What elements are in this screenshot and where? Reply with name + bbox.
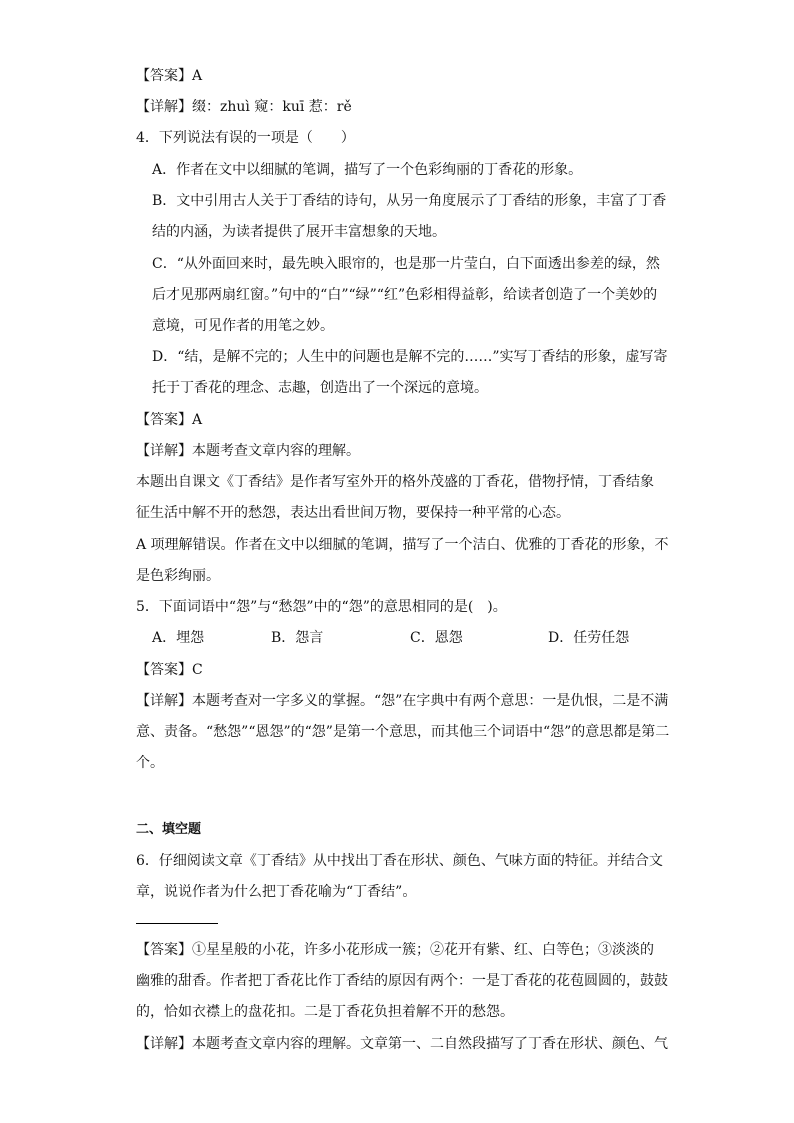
- answer-blank-line: [136, 923, 218, 924]
- q4-answer: 【答案】A: [136, 412, 203, 428]
- q5-option-c: C．恩怨: [410, 630, 463, 646]
- q4-explain-line3: A 项理解错误。作者在文中以细腻的笔调，描写了一个洁白、优雅的丁香花的形象，不: [136, 537, 669, 553]
- q4-detail: 【详解】本题考查文章内容的理解。: [136, 443, 360, 459]
- q5-detail-line2: 意、责备。“愁怨”“恩怨”的“怨”是第一个意思，而其他三个词语中“怨”的意思都是第二: [136, 724, 670, 740]
- q4-option-c-line1: C．“从外面回来时，最先映入眼帘的，也是那一片莹白，白下面透出参差的绿，然: [152, 256, 660, 272]
- q4-option-c-line2: 后才见那两扇红窗。”句中的“白”“绿”“红”色彩相得益彰，给读者创造了一个美妙的: [152, 287, 658, 303]
- q5-answer: 【答案】C: [136, 662, 203, 678]
- q3-answer: 【答案】A: [136, 68, 203, 84]
- q4-option-b-line2: 结的内涵，为读者提供了展开丰富想象的天地。: [152, 224, 446, 240]
- section-title: 二、填空题: [136, 822, 202, 837]
- q4-explain-line2: 征生活中解不开的愁怨，表达出看世间万物，要保持一种平常的心态。: [136, 505, 570, 521]
- q4-option-c-line3: 意境，可见作者的用笔之妙。: [152, 318, 334, 334]
- q6-answer-line3: 的，恰如衣襟上的盘花扣。二是丁香花负担着解不开的愁怨。: [136, 1004, 514, 1020]
- q4-option-d-line2: 托于丁香花的理念、志趣，创造出了一个深远的意境。: [152, 380, 488, 396]
- q6-detail-line1: 【详解】本题考查文章内容的理解。文章第一、二自然段描写了丁香在形状、颜色、气: [136, 1036, 668, 1052]
- q6-answer-line2: 幽雅的甜香。作者把丁香花比作丁香结的原因有两个：一是丁香花的花苞圆圆的，鼓鼓: [136, 973, 668, 989]
- q4-explain-line1: 本题出自课文《丁香结》是作者写室外开的格外茂盛的丁香花，借物抒情，丁香结象: [136, 474, 654, 490]
- q4-option-d-line1: D．“结，是解不完的；人生中的问题也是解不完的……”实写丁香结的形象，虚写寄: [152, 349, 668, 365]
- q4-option-b-line1: B．文中引用古人关于丁香结的诗句，从另一角度展示了丁香结的形象，丰富了丁香: [152, 193, 667, 209]
- q4-explain-line4: 是色彩绚丽。: [136, 568, 220, 584]
- q6-answer-line1: 【答案】①星星般的小花，许多小花形成一簇；②花开有紫、红、白等色；③淡淡的: [136, 942, 654, 958]
- q6-stem-line1: 6．仔细阅读文章《丁香结》从中找出丁香在形状、颜色、气味方面的特征。并结合文: [136, 853, 663, 869]
- q5-option-d: D．任劳任怨: [548, 630, 630, 646]
- q5-detail-line1: 【详解】本题考查对一字多义的掌握。“怨”在字典中有两个意思：一是仇恨，二是不满: [136, 693, 669, 709]
- q6-stem-line2: 章，说说作者为什么把丁香花喻为“丁香结”。: [136, 884, 417, 900]
- q4-option-a: A．作者在文中以细腻的笔调，描写了一个色彩绚丽的丁香花的形象。: [152, 162, 583, 178]
- q5-stem: 5．下面词语中“怨”与“愁怨”中的“怨”的意思相同的是( )。: [136, 599, 507, 615]
- q3-detail: 【详解】缀：zhuì 窥：kuī 惹：rě: [136, 99, 352, 115]
- q4-stem: 4．下列说法有误的一项是（ ）: [136, 130, 355, 146]
- q5-detail-line3: 个。: [136, 755, 164, 771]
- q5-option-a: A．埋怨: [152, 630, 205, 646]
- q5-option-b: B．怨言: [271, 630, 324, 646]
